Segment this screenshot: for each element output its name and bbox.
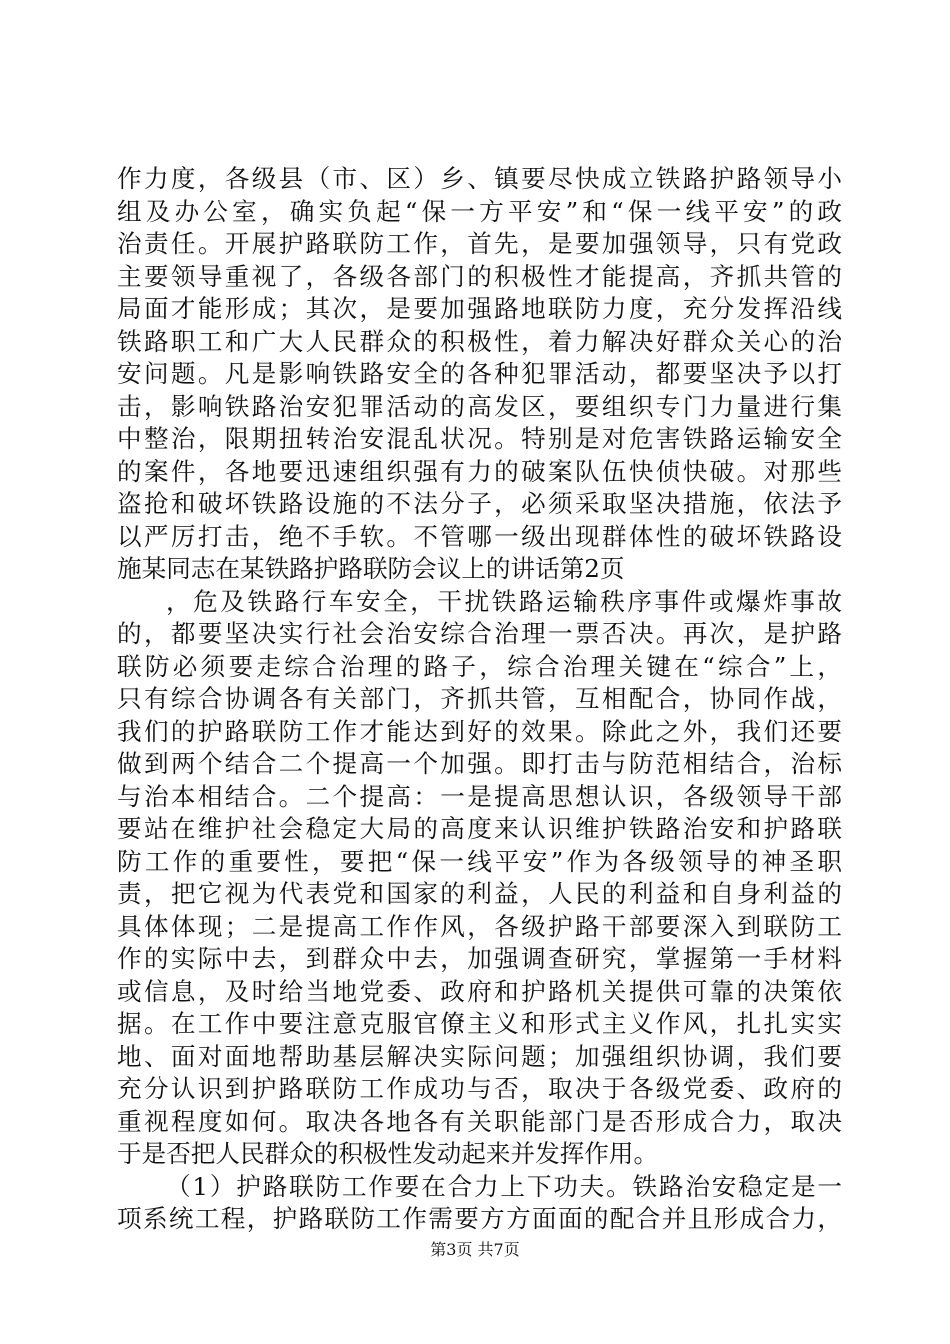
document-body [117,163,842,1236]
text-line: 联防必须要走综合治理的路子，综合治理关键在“综合”上， [117,651,842,681]
text-line: 具体体现；二是提高工作作风，各级护路干部要深入到联防工 [117,911,842,941]
text-line: 据。在工作中要注意克服官僚主义和形式主义作风，扎扎实实 [117,1009,842,1038]
text-line: 的案件，各地要迅速组织强有力的破案队伍快侦快破。对那些 [117,456,842,486]
text-line: 或信息，及时给当地党委、政府和护路机关提供可靠的决策依 [117,976,842,1006]
text-line: 施某同志在某铁路护路联防会议上的讲话第2页 [117,554,625,583]
text-line: 以严厉打击，绝不手软。不管哪一级出现群体性的破坏铁路设 [117,521,842,551]
text-line: ，危及铁路行车安全，干扰铁路运输秩序事件或爆炸事故 [166,586,842,616]
text-line: 重视程度如何。取决各地各有关职能部门是否形成合力，取决 [117,1106,842,1136]
text-line: 中整治，限期扭转治安混乱状况。特别是对危害铁路运输安全 [117,424,842,453]
page-number-footer: 第3页 共7页 [430,1240,520,1259]
text-line: 做到两个结合二个提高一个加强。即打击与防范相结合，治标 [117,749,842,778]
text-line: 击，影响铁路治安犯罪活动的高发区，要组织专门力量进行集 [117,391,842,421]
text-line: 责，把它视为代表党和国家的利益，人民的利益和自身利益的 [117,879,842,908]
text-line: 防工作的重要性，要把“保一线平安”作为各级领导的神圣职 [117,846,842,876]
text-line: 组及办公室，确实负起“保一方平安”和“保一线平安”的政 [117,196,842,226]
text-line: 局面才能形成；其次，是要加强路地联防力度，充分发挥沿线 [117,294,842,323]
text-line: 作力度，各级县（市、区）乡、镇要尽快成立铁路护路领导小 [117,164,842,193]
text-line: 于是否把人民群众的积极性发动起来并发挥作用。 [117,1139,659,1168]
text-line: 只有综合协调各有关部门，齐抓共管，互相配合，协同作战， [117,684,842,713]
text-line: 治责任。开展护路联防工作，首先，是要加强领导，只有党政 [117,229,842,258]
text-line: 与治本相结合。二个提高：一是提高思想认识，各级领导干部 [117,781,842,811]
text-line: 要站在维护社会稳定大局的高度来认识维护铁路治安和护路联 [117,814,842,843]
text-line: 盗抢和破坏铁路设施的不法分子，必须采取坚决措施，依法予 [117,489,842,518]
text-line: 主要领导重视了，各级各部门的积极性才能提高，齐抓共管的 [117,261,842,291]
text-line: （1）护路联防工作要在合力上下功夫。铁路治安稳定是一 [166,1171,842,1201]
text-line: 安问题。凡是影响铁路安全的各种犯罪活动，都要坚决予以打 [117,359,842,388]
text-line: 我们的护路联防工作才能达到好的效果。除此之外，我们还要 [117,716,842,746]
text-line: 铁路职工和广大人民群众的积极性，着力解决好群众关心的治 [117,326,842,356]
text-line: 的，都要坚决实行社会治安综合治理一票否决。再次，是护路 [117,619,842,648]
text-line: 充分认识到护路联防工作成功与否，取决于各级党委、政府的 [117,1074,842,1103]
text-line: 地、面对面地帮助基层解决实际问题；加强组织协调，我们要 [117,1041,842,1071]
text-line: 项系统工程，护路联防工作需要方方面面的配合并且形成合力， [117,1204,842,1233]
text-line: 作的实际中去，到群众中去，加强调查研究，掌握第一手材料 [117,944,842,973]
